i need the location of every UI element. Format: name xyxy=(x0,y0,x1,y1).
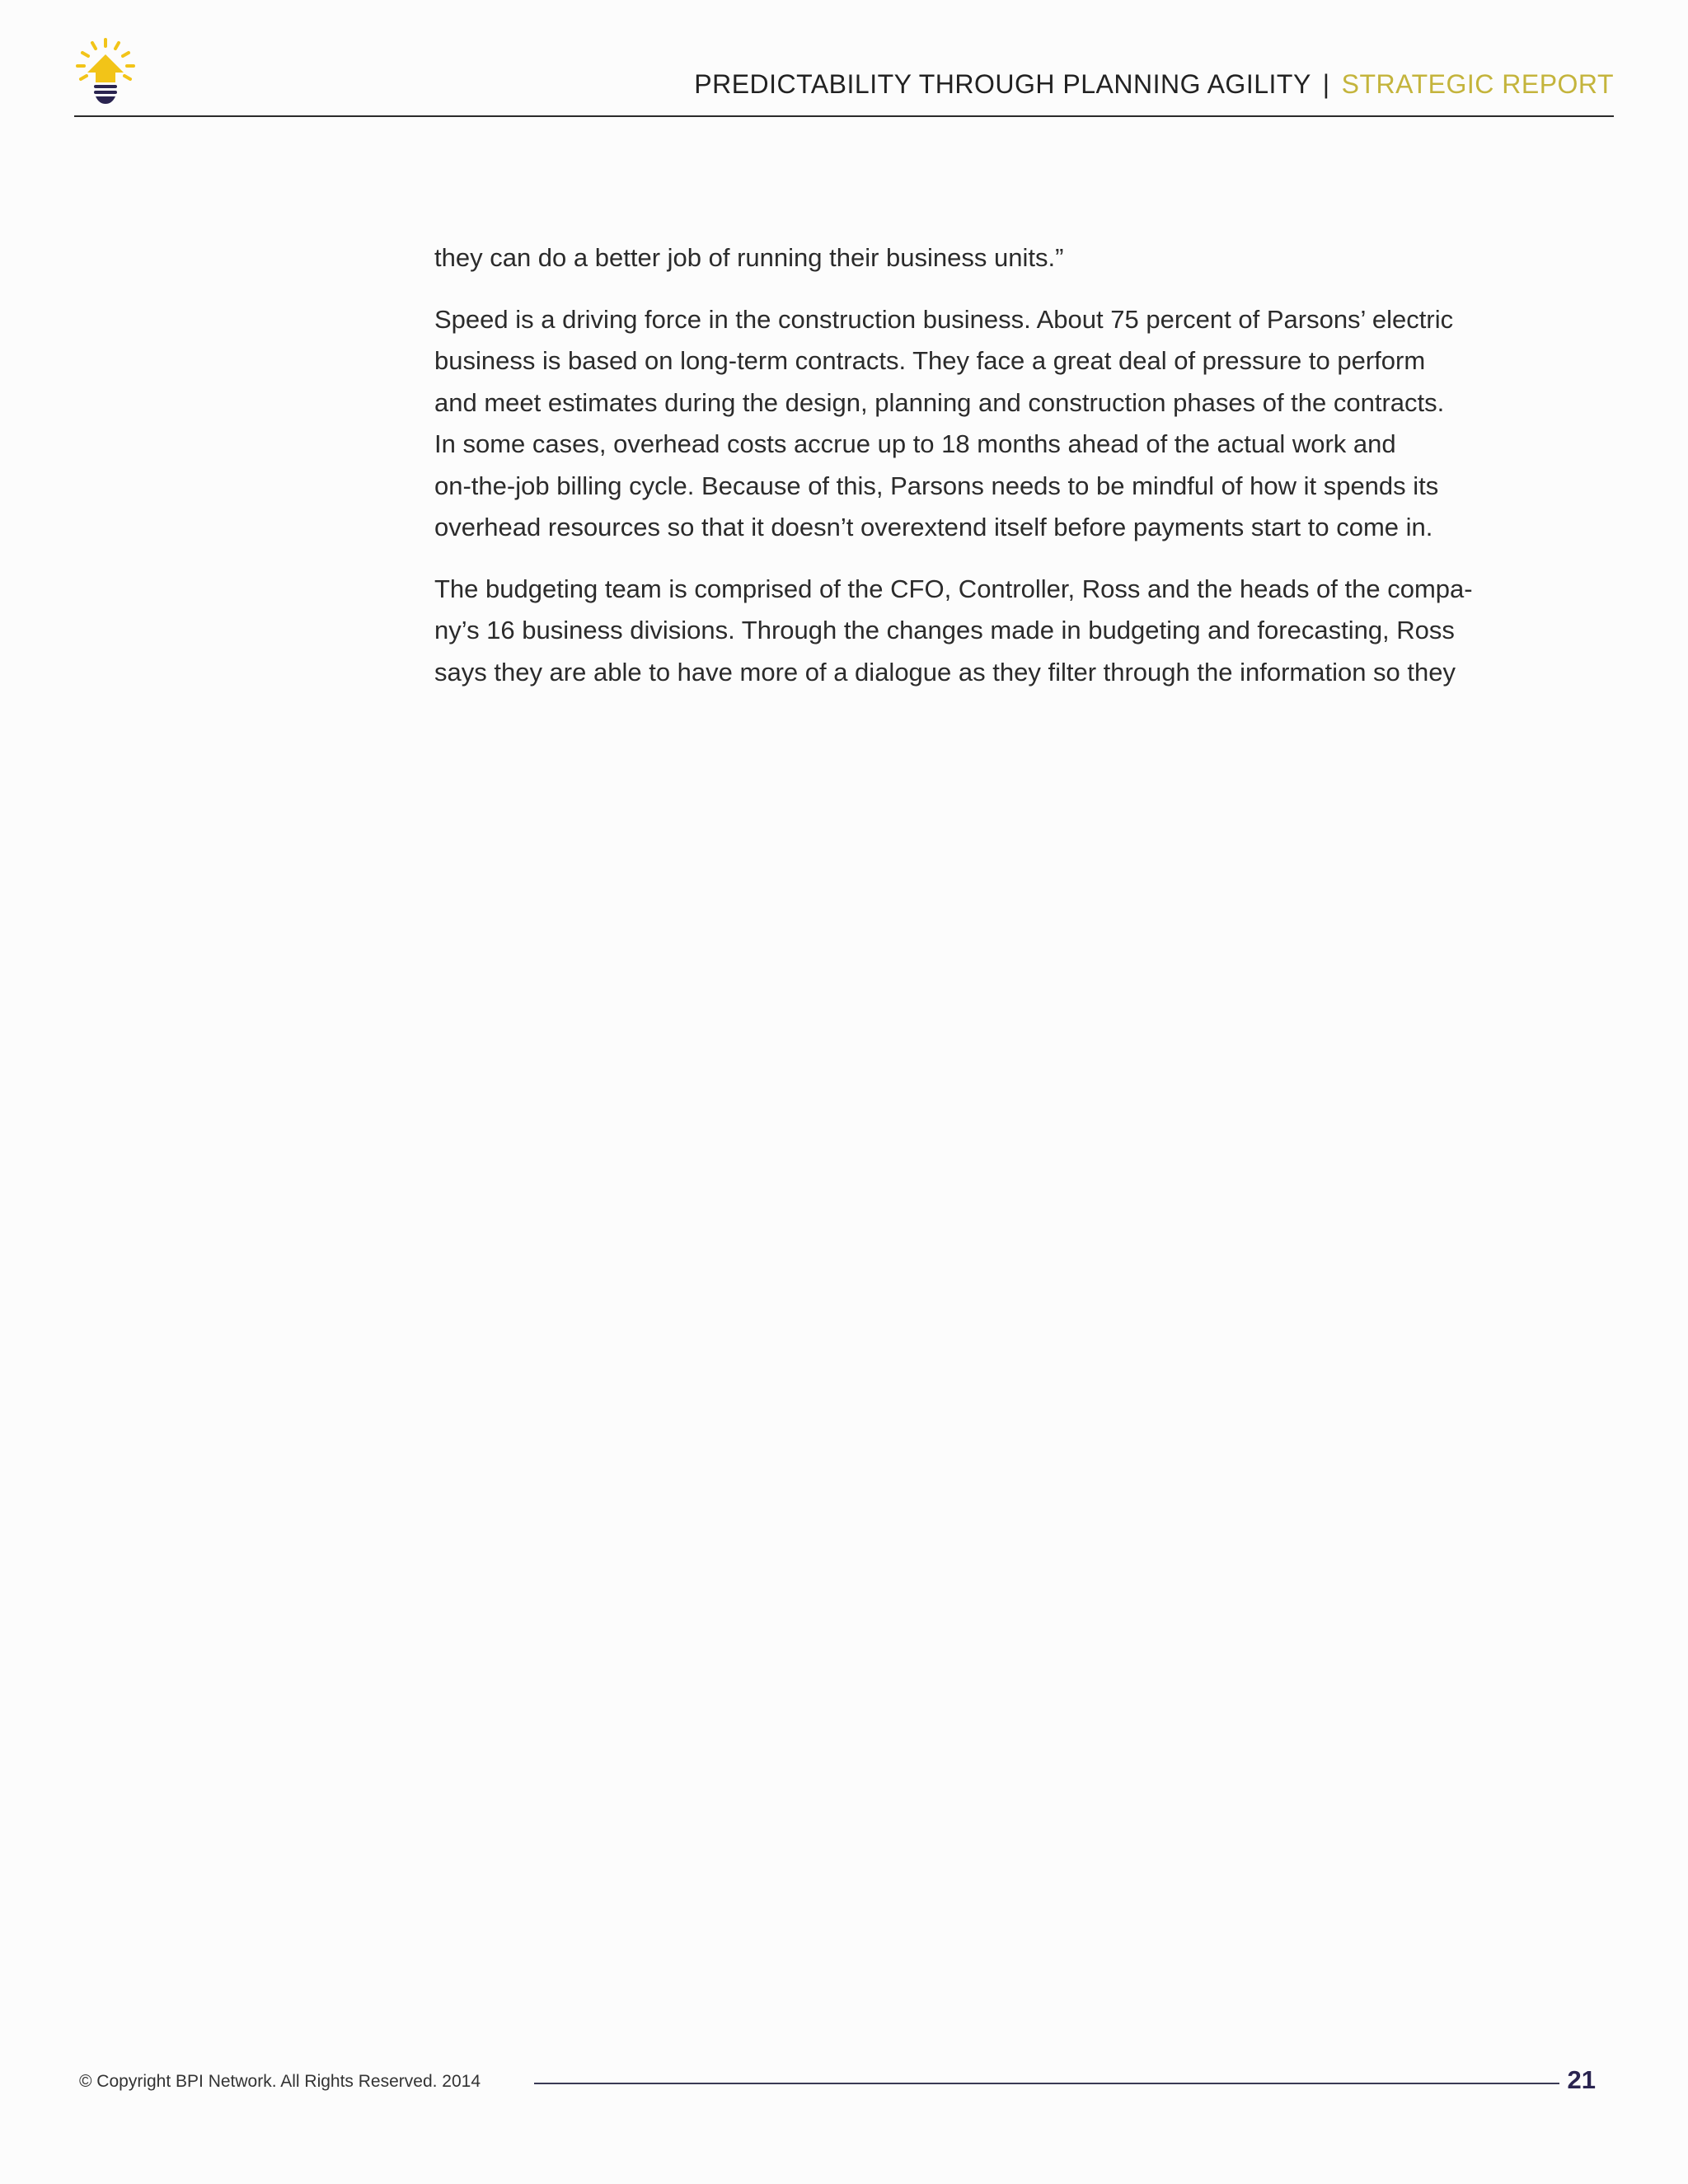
text-line: and meet estimates during the design, planning and construction phases of the contracts. xyxy=(434,387,1445,417)
text-line: The budgeting team is comprised of the CFO, Controller, Ross and the heads of the compa- xyxy=(434,574,1473,603)
text-line: says they are able to have more of a dialogue as they filter through the information so they xyxy=(434,657,1456,687)
text-line: overhead resources so that it doesn’t overextend itself before payments start to come in. xyxy=(434,513,1433,541)
text-line: ny’s 16 business divisions. Through the changes made in budgeting and forecasting, Ross xyxy=(434,616,1455,644)
footer-divider xyxy=(534,2083,1559,2084)
section-label: STRATEGIC REPORT xyxy=(1341,69,1614,99)
paragraph xyxy=(434,299,1522,549)
page-footer xyxy=(79,2065,1596,2098)
header-title xyxy=(694,69,1614,100)
text-line: In some cases, overhead costs accrue up to 18 months ahead of the actual work and xyxy=(434,429,1396,458)
text-line: business is based on long-term contracts. They face a great deal of pressure to perform xyxy=(434,346,1426,375)
page-number: 21 xyxy=(1567,2065,1596,2094)
paragraph xyxy=(434,237,1522,279)
text-line: on-the-job billing cycle. Because of this, Parsons needs to be mindful of how it spends its xyxy=(434,471,1439,500)
page-header xyxy=(74,36,1614,115)
lightbulb-arrow-icon xyxy=(74,36,137,107)
header-divider xyxy=(74,115,1614,117)
text-line: they can do a better job of running their business units.” xyxy=(434,243,1064,272)
report-title: PREDICTABILITY THROUGH PLANNING AGILITY xyxy=(694,69,1311,99)
text-line: Speed is a driving force in the construction business. About 75 percent of Parsons’ electric xyxy=(434,304,1454,334)
paragraph xyxy=(434,569,1522,694)
article-body xyxy=(434,237,1522,713)
copyright-notice: © Copyright BPI Network. All Rights Reserved. 2014 xyxy=(79,2072,481,2091)
header-separator: | xyxy=(1322,69,1330,99)
